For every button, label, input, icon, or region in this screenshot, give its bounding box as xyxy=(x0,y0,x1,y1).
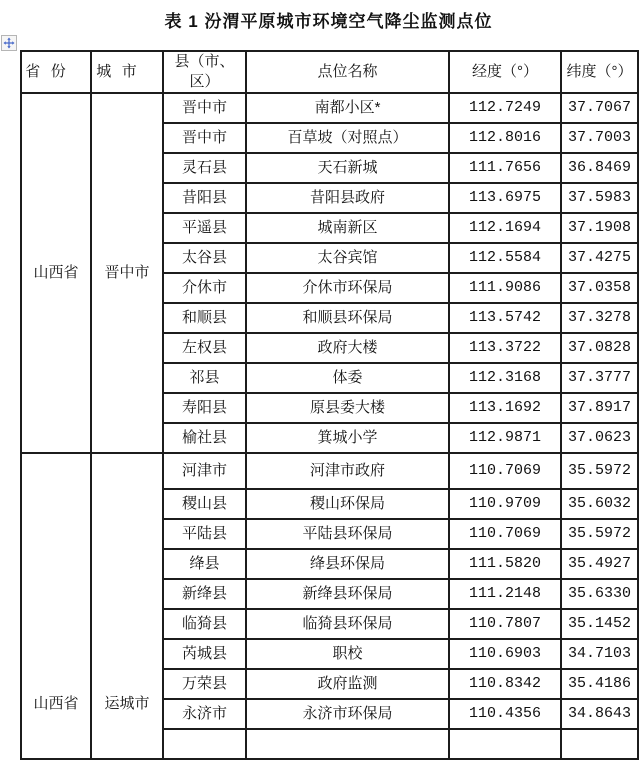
county-cell: 万荣县 xyxy=(163,669,246,699)
longitude-cell: 113.1692 xyxy=(449,393,561,423)
latitude-cell: 37.0623 xyxy=(561,423,638,453)
col-header-city: 城市 xyxy=(91,51,163,93)
longitude-cell: 110.7807 xyxy=(449,609,561,639)
county-cell: 平遥县 xyxy=(163,213,246,243)
latitude-cell: 34.8643 xyxy=(561,699,638,729)
longitude-cell: 112.1694 xyxy=(449,213,561,243)
latitude-cell: 37.4275 xyxy=(561,243,638,273)
site-name-cell: 绛县环保局 xyxy=(246,549,449,579)
county-cell xyxy=(163,729,246,759)
longitude-cell: 112.7249 xyxy=(449,93,561,123)
county-cell: 介休市 xyxy=(163,273,246,303)
table-body xyxy=(21,93,638,759)
county-cell: 灵石县 xyxy=(163,153,246,183)
site-name-cell: 职校 xyxy=(246,639,449,669)
county-cell: 晋中市 xyxy=(163,93,246,123)
longitude-cell: 110.8342 xyxy=(449,669,561,699)
latitude-cell: 37.3777 xyxy=(561,363,638,393)
latitude-cell: 35.6032 xyxy=(561,489,638,519)
longitude-cell: 111.9086 xyxy=(449,273,561,303)
latitude-cell: 35.1452 xyxy=(561,609,638,639)
longitude-cell: 113.6975 xyxy=(449,183,561,213)
col-header-longitude: 经度（°） xyxy=(449,51,561,93)
longitude-cell: 111.5820 xyxy=(449,549,561,579)
col-header-province: 省份 xyxy=(21,51,91,93)
latitude-cell: 37.7067 xyxy=(561,93,638,123)
longitude-cell: 110.7069 xyxy=(449,519,561,549)
county-cell: 寿阳县 xyxy=(163,393,246,423)
latitude-cell: 35.4186 xyxy=(561,669,638,699)
longitude-cell: 110.7069 xyxy=(449,453,561,489)
longitude-cell: 113.3722 xyxy=(449,333,561,363)
site-name-cell: 百草坡（对照点） xyxy=(246,123,449,153)
latitude-cell: 36.8469 xyxy=(561,153,638,183)
site-name-cell: 政府大楼 xyxy=(246,333,449,363)
longitude-cell: 112.8016 xyxy=(449,123,561,153)
longitude-cell: 113.5742 xyxy=(449,303,561,333)
longitude-cell: 110.4356 xyxy=(449,699,561,729)
site-name-cell: 平陆县环保局 xyxy=(246,519,449,549)
longitude-cell: 112.9871 xyxy=(449,423,561,453)
site-name-cell: 介休市环保局 xyxy=(246,273,449,303)
county-cell: 榆社县 xyxy=(163,423,246,453)
county-cell: 昔阳县 xyxy=(163,183,246,213)
site-name-cell: 河津市政府 xyxy=(246,453,449,489)
county-cell: 新绛县 xyxy=(163,579,246,609)
county-cell: 稷山县 xyxy=(163,489,246,519)
latitude-cell: 37.5983 xyxy=(561,183,638,213)
county-cell: 太谷县 xyxy=(163,243,246,273)
col-header-county: 县（市、区） xyxy=(163,51,246,93)
latitude-cell: 35.6330 xyxy=(561,579,638,609)
table-caption: 表 1 汾渭平原城市环境空气降尘监测点位 xyxy=(164,12,493,31)
latitude-cell: 34.7103 xyxy=(561,639,638,669)
table-move-handle[interactable] xyxy=(1,35,17,51)
move-icon xyxy=(3,37,15,49)
col-header-site-name: 点位名称 xyxy=(246,51,449,93)
header-row xyxy=(21,51,638,93)
table-row xyxy=(21,453,638,489)
site-name-cell: 原县委大楼 xyxy=(246,393,449,423)
longitude-cell xyxy=(449,729,561,759)
latitude-cell xyxy=(561,729,638,759)
latitude-cell: 37.3278 xyxy=(561,303,638,333)
site-name-cell: 箕城小学 xyxy=(246,423,449,453)
site-name-cell: 和顺县环保局 xyxy=(246,303,449,333)
county-cell: 晋中市 xyxy=(163,123,246,153)
monitoring-points-table xyxy=(20,50,639,760)
county-cell: 芮城县 xyxy=(163,639,246,669)
site-name-cell: 体委 xyxy=(246,363,449,393)
county-cell: 临猗县 xyxy=(163,609,246,639)
table-header xyxy=(21,51,638,93)
longitude-cell: 112.3168 xyxy=(449,363,561,393)
site-name-cell: 政府监测 xyxy=(246,669,449,699)
site-name-cell: 城南新区 xyxy=(246,213,449,243)
latitude-cell: 35.5972 xyxy=(561,453,638,489)
longitude-cell: 111.2148 xyxy=(449,579,561,609)
county-cell: 祁县 xyxy=(163,363,246,393)
city-cell: 运城市 xyxy=(91,453,163,759)
province-cell: 山西省 xyxy=(21,93,91,453)
site-name-cell: 稷山环保局 xyxy=(246,489,449,519)
site-name-cell: 新绛县环保局 xyxy=(246,579,449,609)
latitude-cell: 37.7003 xyxy=(561,123,638,153)
longitude-cell: 110.9709 xyxy=(449,489,561,519)
county-cell: 平陆县 xyxy=(163,519,246,549)
longitude-cell: 110.6903 xyxy=(449,639,561,669)
county-cell: 绛县 xyxy=(163,549,246,579)
table-row xyxy=(21,93,638,123)
col-header-latitude: 纬度（°） xyxy=(561,51,638,93)
site-name-cell: 太谷宾馆 xyxy=(246,243,449,273)
latitude-cell: 35.4927 xyxy=(561,549,638,579)
site-name-cell xyxy=(246,729,449,759)
longitude-cell: 111.7656 xyxy=(449,153,561,183)
county-cell: 左权县 xyxy=(163,333,246,363)
site-name-cell: 临猗县环保局 xyxy=(246,609,449,639)
latitude-cell: 37.8917 xyxy=(561,393,638,423)
latitude-cell: 37.0828 xyxy=(561,333,638,363)
latitude-cell: 37.0358 xyxy=(561,273,638,303)
city-cell: 晋中市 xyxy=(91,93,163,453)
site-name-cell: 永济市环保局 xyxy=(246,699,449,729)
longitude-cell: 112.5584 xyxy=(449,243,561,273)
latitude-cell: 37.1908 xyxy=(561,213,638,243)
site-name-cell: 南都小区* xyxy=(246,93,449,123)
province-cell: 山西省 xyxy=(21,453,91,759)
county-cell: 河津市 xyxy=(163,453,246,489)
county-cell: 永济市 xyxy=(163,699,246,729)
latitude-cell: 35.5972 xyxy=(561,519,638,549)
site-name-cell: 昔阳县政府 xyxy=(246,183,449,213)
site-name-cell: 天石新城 xyxy=(246,153,449,183)
county-cell: 和顺县 xyxy=(163,303,246,333)
